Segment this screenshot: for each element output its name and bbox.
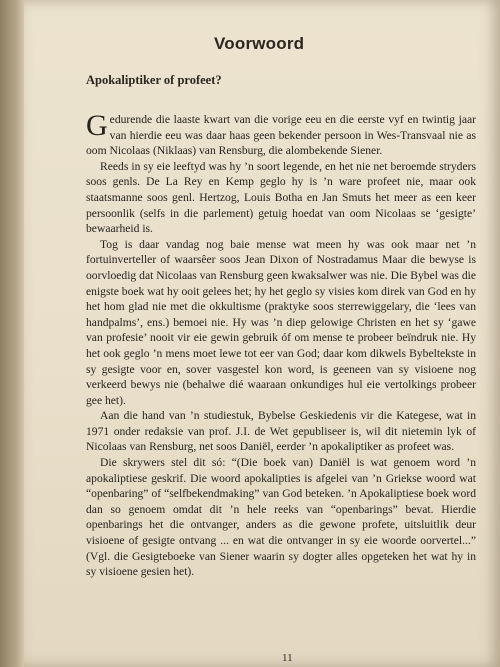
paragraph-1 <box>86 109 476 159</box>
paragraph-2: Reeds in sy eie leeftyd was hy ’n soort legende, en het nie net beroemde stryders soos genls. De La Rey en Kemp geglo hy is ’n ware profeet nie, maar ook staatsmanne soos genl. Hertzog, Louis Botha en Jan Smuts het meer as een keer persoonlik (selfs in die parlement) getuig hoedat van oom Nicolaas se ‘gesigte’ bewaarheid is. <box>86 159 476 236</box>
book-page <box>24 0 500 667</box>
paragraph-5: Die skrywers stel dit só: “(Die boek van) Daniël is wat genoem word ’n apokaliptiese geskrif. Die woord apokalipties is afgelei van ’n Griekse woord wat “openbaring” of “selfbekendmaking” van God beteken. ’n Apokaliptiese boek word dan so genoem omdat dit ’n hele reeks van “openbarings” bevat. Hierdie openbarings het die ontvanger, anders as die gewone profete, uitsluitlik deur visioene of gesigte ontvang ... en wat die ontvanger in sy eie woorde oorvertel...” (Vgl. die Gesigteboeke van Siener waarin sy dogter alles opgeteken het wat hy in sy visioene gesien het). <box>86 456 476 579</box>
book-gutter-shadow <box>0 0 26 667</box>
section-subheading: Apokaliptiker of profeet? <box>86 73 222 87</box>
drop-cap: G <box>86 109 108 142</box>
paragraph-1-text: edurende die laaste kwart van die vorige eeu en die eerste vyf en twintig jaar van hierdie eeu was daar haas geen bekender persoon in Wes-Transvaal nie as oom Nicolaas (Niklaas) van Rensburg, die alombekende Siener. <box>86 113 476 158</box>
page-number: 11 <box>282 652 293 664</box>
body-text <box>86 109 476 580</box>
paragraph-3: Tog is daar vandag nog baie mense wat meen hy was ook maar net ’n fortuinverteller of waarsêer soos Jean Dixon of Nostradamus Maar die bewyse is oorvloedig dat Nicolaas van Rensburg geen kwaksalwer was nie. Die Bybel was die enigste boek wat hy ooit gelees het; hy het geglo sy visies kom direk van God en hy het hom glad nie met die okkultisme (praktyke soos sterrewiggelary, die ‘lees van handpalms’, ens.) bemoei nie. Hy was ’n diep gelowige Christen en het sy ‘gawe van profesie’ nooit vir eie gewin gebruik óf om mense te probeer beïndruk nie. Hy het ook geglo ’n mens moet lewe tot eer van God; daar kom dikwels Bybeltekste in sy gesigte voor en, sover vasgestel kon word, is geeneen van sy visioene nog verkeerd bewys nie (behalwe dié waaraan onkundiges hul eie vertolkings probeer gee het). <box>86 237 476 407</box>
paragraph-4: Aan die hand van ’n studiestuk, Bybelse Geskiedenis vir die Kategese, wat in 1971 onder redaksie van prof. J.I. de Wet gepubliseer is, wil dit nietemin lyk of Nicolaas van Rensburg, net soos Daniël, eerder ’n apokaliptiker as profeet was. <box>86 409 476 454</box>
page-title: Voorwoord <box>214 34 305 53</box>
